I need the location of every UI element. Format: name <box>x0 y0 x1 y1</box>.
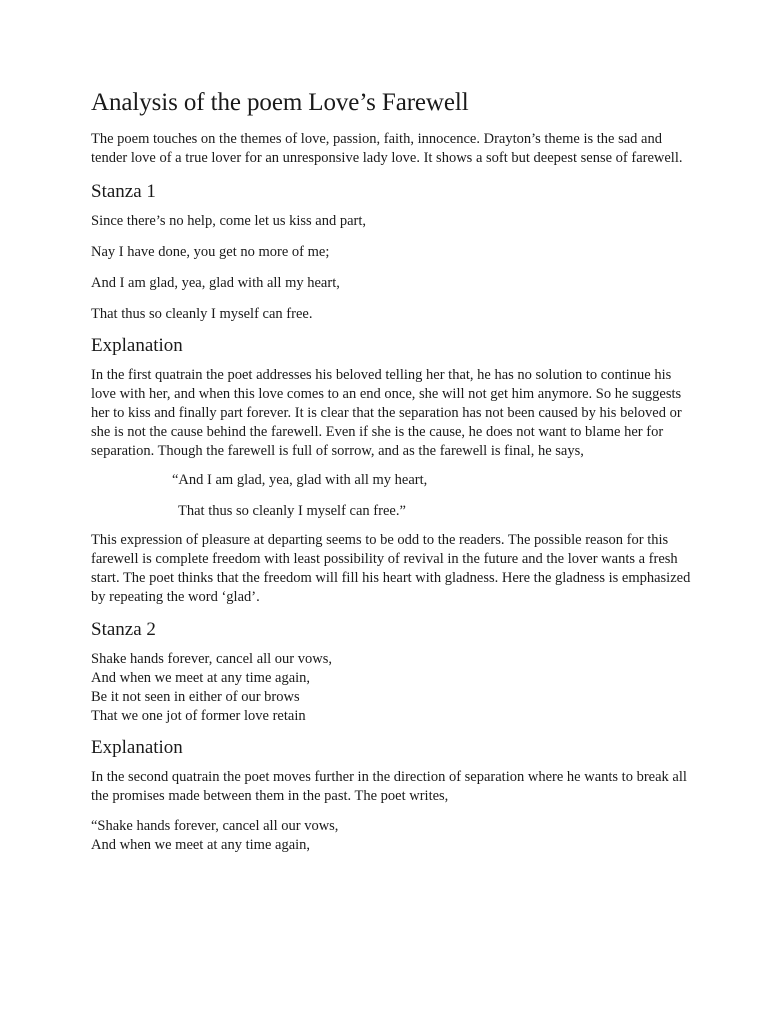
explanation-1-paragraph: In the first quatrain the poet addresses his beloved telling her that, he has no solution to continue his love with her, and when this love comes to an end once, she will not get him anymore. So he suggests her to kiss and finally part forever. It is clear that the separation has not been caused by his beloved or she is not the cause behind the farewell. Even if she is the cause, he does not want to blame her for separation. Though the farewell is full of sorrow, and as the farewell is final, he says, <box>91 367 682 459</box>
stanza-1-heading: Stanza 1 <box>91 181 156 202</box>
stanza-2-line: Shake hands forever, cancel all our vows, <box>91 651 332 667</box>
explanation-1-followup-paragraph: This expression of pleasure at departing seems to be odd to the readers. The possible reason for this farewell is complete freedom with least possibility of revival in the future and the lover wants a fresh start. The poet thinks that the freedom will fill his heart with gladness. Here the gladness is emphasized by repeating the word ‘glad’. <box>91 532 691 605</box>
stanza-2-line: And when we meet at any time again, <box>91 670 311 686</box>
stanza-2-line: Be it not seen in either of our brows <box>91 689 300 705</box>
document-page <box>91 88 691 865</box>
explanation-1-quote-line: That thus so cleanly I myself can free.” <box>178 503 406 519</box>
stanza-2-verse <box>91 650 691 726</box>
stanza-2-heading: Stanza 2 <box>91 619 156 640</box>
stanza-1-line: Nay I have done, you get no more of me; <box>91 244 330 260</box>
stanza-1-line: And I am glad, yea, glad with all my heart, <box>91 275 340 291</box>
explanation-2-paragraph: In the second quatrain the poet moves further in the direction of separation where he wants to break all the promises made between them in the past. The poet writes, <box>91 769 687 804</box>
explanation-2-quote <box>91 817 691 855</box>
stanza-1-line: Since there’s no help, come let us kiss and part, <box>91 213 367 229</box>
explanation-1-quote-line: “And I am glad, yea, glad with all my heart, <box>172 472 428 488</box>
explanation-2-quote-line: “Shake hands forever, cancel all our vows, <box>91 818 339 834</box>
explanation-2-heading: Explanation <box>91 737 183 758</box>
intro-paragraph: The poem touches on the themes of love, passion, faith, innocence. Drayton’s theme is the sad and tender love of a true lover for an unresponsive lady love. It shows a soft but deepest sense of farewell. <box>91 131 683 166</box>
explanation-2-quote-line: And when we meet at any time again, <box>91 837 311 853</box>
page-title: Analysis of the poem Love’s Farewell <box>91 89 469 116</box>
stanza-1-line: That thus so cleanly I myself can free. <box>91 306 313 322</box>
stanza-2-line: That we one jot of former love retain <box>91 708 306 724</box>
explanation-1-heading: Explanation <box>91 335 183 356</box>
